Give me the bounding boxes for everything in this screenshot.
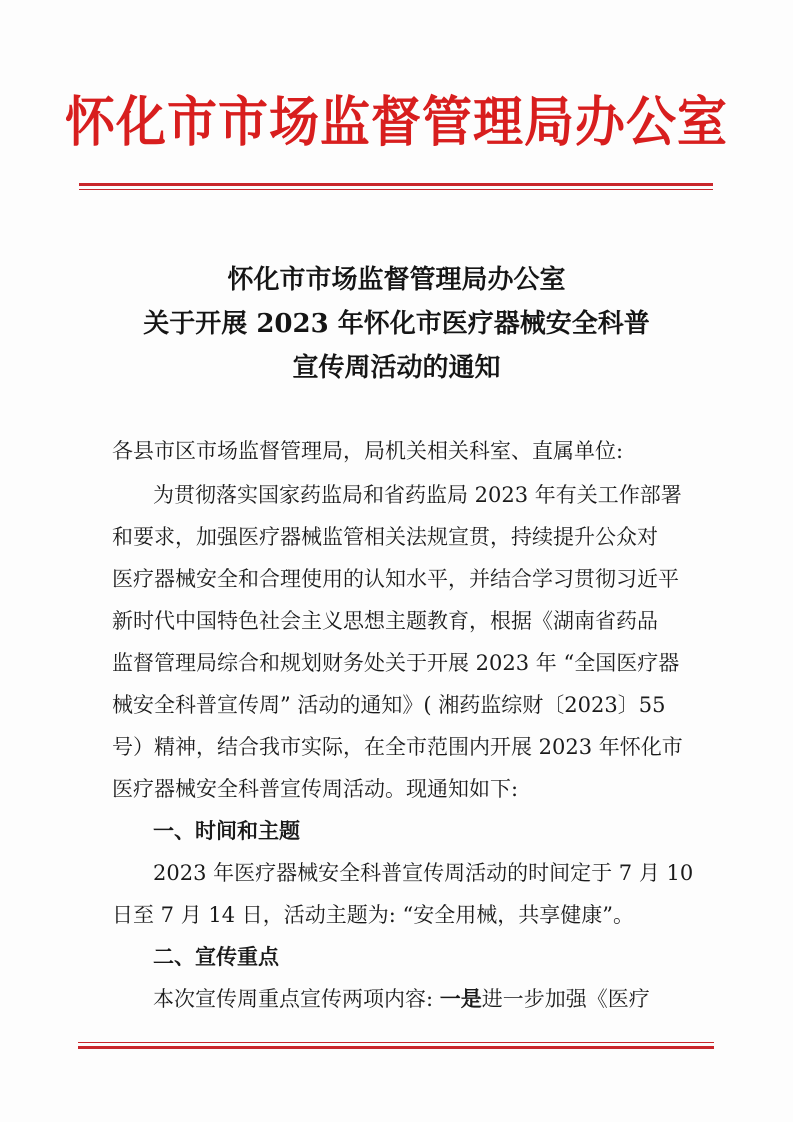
body-text: 医疗器械安全和合理使用的认知水平，并结合学习贯彻习近平 — [112, 567, 679, 591]
body-text: 械安全科普宣传周” 活动的通知》( 湘药监综财〔2023〕55 — [112, 693, 666, 717]
body-text-rest: 进一步加强《医疗 — [481, 987, 650, 1011]
footer-rule-thin — [78, 1042, 714, 1043]
salutation-text: 各县市区市场监督管理局，局机关相关科室、直属单位: — [112, 439, 624, 463]
body-text-prefix: 本次宣传周重点宣传两项内容: — [153, 987, 440, 1011]
section-1-heading: 一、时间和主题 — [153, 819, 300, 843]
body-text: 2023 年医疗器械安全科普宣传周活动的时间定于 7 月 10 — [153, 861, 694, 885]
body-text: 日至 7 月 14 日，活动主题为: “安全用械，共享健康”。 — [112, 903, 635, 927]
letterhead-rule-thick — [79, 183, 713, 186]
body-text-mixed — [153, 984, 650, 1014]
notice-title-line-1: 怀化市市场监督管理局办公室 — [227, 265, 566, 295]
body-text: 医疗器械安全科普宣传周活动。现通知如下: — [112, 777, 519, 801]
section-2-heading: 二、宣传重点 — [153, 945, 279, 969]
notice-title-line-3: 宣传周活动的通知 — [292, 353, 501, 383]
body-text: 新时代中国特色社会主义思想主题教育，根据《湖南省药品 — [112, 609, 658, 633]
body-text: 监督管理局综合和规划财务处关于开展 2023 年 “全国医疗器 — [112, 651, 680, 675]
letterhead-title: 怀化市市场监督管理局办公室 — [65, 90, 728, 154]
body-text: 号）精神，结合我市实际，在全市范围内开展 2023 年怀化市 — [112, 735, 683, 759]
letterhead-rule-thin — [79, 189, 713, 190]
body-text-emphasis: 一是 — [439, 987, 482, 1011]
body-text: 为贯彻落实国家药监局和省药监局 2023 年有关工作部署 — [153, 483, 682, 507]
body-text: 和要求，加强医疗器械监管相关法规宣贯，持续提升公众对 — [112, 525, 658, 549]
notice-title-line-2: 关于开展 2023 年怀化市医疗器械安全科普 — [143, 309, 650, 339]
footer-rule-thick — [78, 1046, 714, 1049]
